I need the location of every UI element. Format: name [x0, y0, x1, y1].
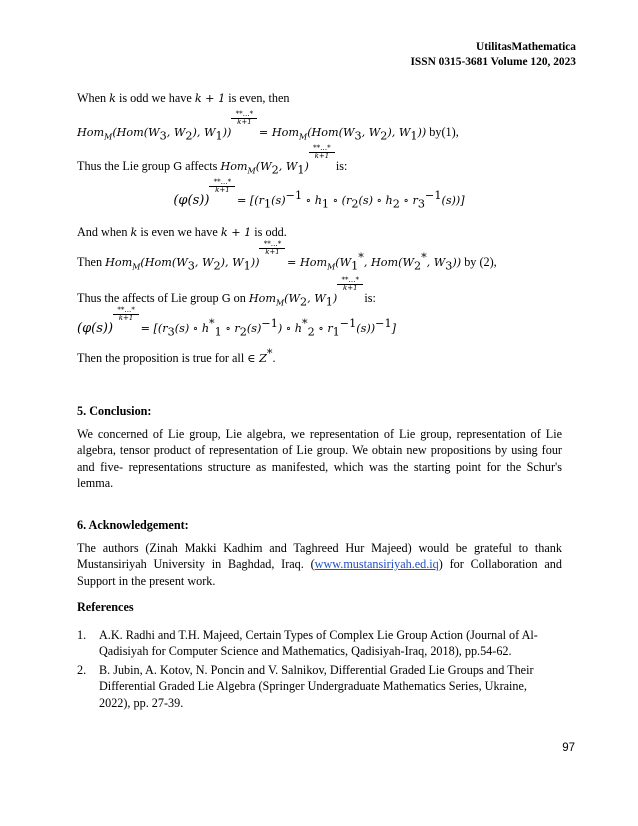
equation-1 — [77, 110, 459, 143]
expr: ] — [391, 322, 397, 335]
reference-text: A.K. Radhi and T.H. Majeed, Certain Types of Complex Lie Group Action (Journal of Al-Qadisiyah for Computer Science and Mathematics, Qadisiyah-Iraq, 2018), pp.54-62. — [99, 628, 538, 659]
args: ), W — [192, 126, 216, 139]
text: is: — [332, 159, 348, 173]
sup: * — [209, 316, 215, 330]
stars: **…* — [263, 240, 282, 248]
fraction: k+1 — [259, 248, 285, 256]
args: , W — [426, 256, 446, 269]
reference-item — [77, 662, 557, 711]
sub: 3 — [167, 325, 175, 339]
text: is even, then — [225, 91, 290, 105]
overbrace-label — [209, 179, 235, 194]
overbrace-label — [259, 241, 285, 256]
args: ), W — [387, 126, 411, 139]
args: )) — [452, 256, 462, 269]
sub: 2 — [413, 259, 422, 273]
sub: 1 — [410, 129, 418, 143]
journal-issn: ISSN 0315-3681 Volume 120, 2023 — [410, 55, 576, 68]
section-heading-acknowledgement — [77, 517, 189, 533]
hom: Hom — [299, 256, 328, 269]
overbrace-label — [309, 145, 335, 160]
overbrace-label — [337, 277, 363, 292]
equals: = — [255, 126, 272, 139]
sub: 3 — [445, 259, 453, 273]
overbrace-label — [113, 307, 139, 322]
sub: 1 — [215, 129, 223, 143]
sub: 2 — [239, 325, 247, 339]
expr: (s)) — [356, 322, 376, 335]
sub: 2 — [380, 129, 388, 143]
sub: 2 — [300, 295, 308, 309]
overbrace-group — [105, 240, 282, 273]
phi-s: (φ(s)) — [77, 321, 114, 336]
hom: Hom — [77, 126, 105, 139]
text: . — [272, 351, 276, 365]
journal-title: UtilitasMathematica — [476, 41, 576, 53]
args: , W — [166, 126, 186, 139]
sub: 3 — [159, 129, 167, 143]
args: , W — [361, 126, 381, 139]
args: ) — [304, 160, 309, 173]
hom: Hom — [271, 126, 299, 139]
args: (Hom(W — [140, 256, 188, 269]
sub: M — [275, 298, 285, 308]
university-link[interactable]: www.mustansiriyah.ed.iq — [314, 557, 439, 572]
text: on — [230, 291, 249, 305]
expr: ∘ h — [302, 194, 322, 207]
acknowledgement-paragraph — [77, 540, 562, 589]
stars: **…* — [117, 306, 135, 314]
proof-line-even — [77, 224, 287, 240]
expr: (s) ∘ h — [358, 194, 393, 207]
sup: −1 — [285, 188, 303, 202]
reference-number: 2. — [77, 662, 87, 677]
overbrace-group — [173, 178, 232, 210]
overbrace-group — [77, 110, 254, 143]
sub: 1 — [325, 295, 333, 309]
reference-text: B. Jubin, A. Kotov, N. Poncin and V. Salnikov, Differential Graded Lie Groups and Their Differential Graded Lie Algebra (Springer Undergraduate Mathematics Series, Ukraine, 2022), pp. 27-39. — [99, 662, 534, 710]
sub: 1 — [243, 259, 251, 273]
equation-4 — [77, 306, 397, 339]
text: The authors (Zinah Makki Kadhim and Taghreed Hur Majeed) would be grateful to thank Mustansiriyah University in Baghdad, Iraq. ( — [77, 541, 562, 572]
heading-text: 6. Acknowledgement: — [77, 518, 189, 532]
expr: = [(r — [233, 194, 264, 207]
var-k: k — [130, 226, 138, 239]
text: Then — [77, 255, 106, 269]
page-number: 97 — [562, 742, 575, 754]
stars: **…* — [313, 144, 331, 152]
sup: * — [358, 250, 364, 264]
text: And when — [77, 225, 131, 239]
expr-k-plus-1: k + 1 — [194, 92, 226, 105]
fraction: k+1 — [209, 186, 235, 194]
section-heading-conclusion: 5. Conclusion: — [77, 404, 152, 418]
sub: 1 — [332, 325, 340, 339]
sup: −1 — [261, 316, 278, 330]
sub: M — [132, 262, 141, 272]
args: ), W — [220, 256, 244, 269]
sup: −1 — [424, 188, 442, 202]
sub: 1 — [321, 197, 330, 211]
sub: M — [327, 262, 336, 272]
args: (W — [335, 256, 352, 269]
text: When — [77, 91, 110, 105]
expr: ∘ (r — [329, 194, 352, 207]
text: Thus the Lie group — [77, 159, 174, 173]
proof-line-affects-of-lie-group — [77, 276, 376, 309]
sup: * — [302, 316, 308, 330]
text: by(1), — [426, 125, 459, 139]
sub: 2 — [185, 129, 193, 143]
journal-header — [410, 40, 576, 70]
expr: (s) — [271, 194, 286, 207]
overbrace-group — [220, 144, 331, 177]
proof-line-odd — [77, 90, 290, 106]
args: ) — [332, 292, 338, 305]
sup: −1 — [375, 316, 392, 330]
args: )) — [250, 256, 260, 269]
expr-k-plus-1: k + 1 — [220, 226, 252, 239]
reference-list — [77, 627, 557, 713]
expr: ∘ r — [314, 322, 333, 335]
proof-line-lie-group-affects — [77, 144, 348, 177]
args: , W — [307, 292, 326, 305]
sub: 1 — [263, 197, 272, 211]
overbrace-label — [231, 111, 257, 126]
text: is odd. — [251, 225, 287, 239]
args: , Hom(W — [363, 256, 414, 269]
stars: **…* — [341, 276, 360, 284]
sub: 3 — [354, 129, 362, 143]
text: affects — [182, 159, 221, 173]
args: )) — [417, 126, 427, 139]
sub: 2 — [307, 325, 315, 339]
expr: ∘ r — [399, 194, 418, 207]
fraction: k+1 — [337, 284, 363, 292]
equals: = — [283, 256, 300, 269]
expr: (s) ∘ h — [174, 322, 210, 335]
hom: Hom — [248, 292, 276, 305]
sub: M — [247, 166, 256, 176]
overbrace-group — [248, 276, 360, 309]
hom: Hom — [220, 160, 248, 173]
sub: 3 — [187, 259, 195, 273]
stars: **…* — [235, 110, 254, 118]
phi-s: (φ(s)) — [173, 193, 210, 208]
sub: 2 — [392, 197, 400, 211]
fraction: k+1 — [309, 152, 335, 160]
sup: * — [266, 346, 273, 360]
text: Thus the affects of Lie group — [77, 291, 222, 305]
expr: ) ∘ h — [277, 322, 302, 335]
args: (W — [255, 160, 272, 173]
sub: 2 — [213, 259, 221, 273]
text: is even we have — [137, 225, 221, 239]
args: (W — [284, 292, 301, 305]
sub: M — [104, 132, 113, 142]
sub: 1 — [351, 259, 359, 273]
expr: (s) — [246, 322, 262, 335]
args: , W — [194, 256, 214, 269]
text: ) for Collaboration and Support in the present work. — [77, 557, 562, 588]
conclusion-paragraph: We concerned of Lie group, Lie algebra, we representation of Lie group, representation of Lie algebra, tensor product of representation of Lie group. We obtain new propositions by using four and five- representations structure as manifested, which was the starting point for the Schur's lemma. — [77, 427, 562, 491]
sub: M — [298, 132, 308, 142]
var-k: k — [109, 92, 116, 105]
fraction: k+1 — [231, 118, 257, 126]
sub: 2 — [271, 163, 279, 177]
expr: = [(r — [137, 322, 168, 335]
group-g: G — [221, 292, 231, 305]
sup: −1 — [339, 316, 357, 330]
text: is: — [361, 291, 376, 305]
sub: 1 — [214, 325, 222, 339]
hom: Hom — [105, 256, 133, 269]
args: )) — [222, 126, 232, 139]
args: (Hom(W — [307, 126, 355, 139]
text: Then the proposition is true for all — [77, 351, 248, 365]
proof-conclusion-line — [77, 346, 276, 366]
equation-2 — [0, 178, 638, 211]
expr: (s))] — [441, 194, 465, 207]
args: , W — [278, 160, 298, 173]
expr: ∘ r — [221, 322, 240, 335]
sub: 1 — [297, 163, 305, 177]
overbrace-group — [77, 306, 135, 338]
in-z: ∈ Z — [247, 352, 267, 365]
args: (Hom(W — [112, 126, 160, 139]
text: by (2), — [461, 255, 497, 269]
sub: 3 — [417, 197, 425, 211]
section-heading-references: References — [77, 600, 134, 614]
sub: 2 — [351, 197, 359, 211]
fraction: k+1 — [113, 314, 139, 322]
stars: **…* — [213, 178, 232, 186]
group-g: G — [173, 160, 183, 173]
reference-item — [77, 627, 557, 660]
reference-number: 1. — [77, 628, 87, 642]
text: is odd we have — [115, 91, 195, 105]
equation-3 — [77, 240, 497, 273]
sup: * — [421, 250, 427, 264]
